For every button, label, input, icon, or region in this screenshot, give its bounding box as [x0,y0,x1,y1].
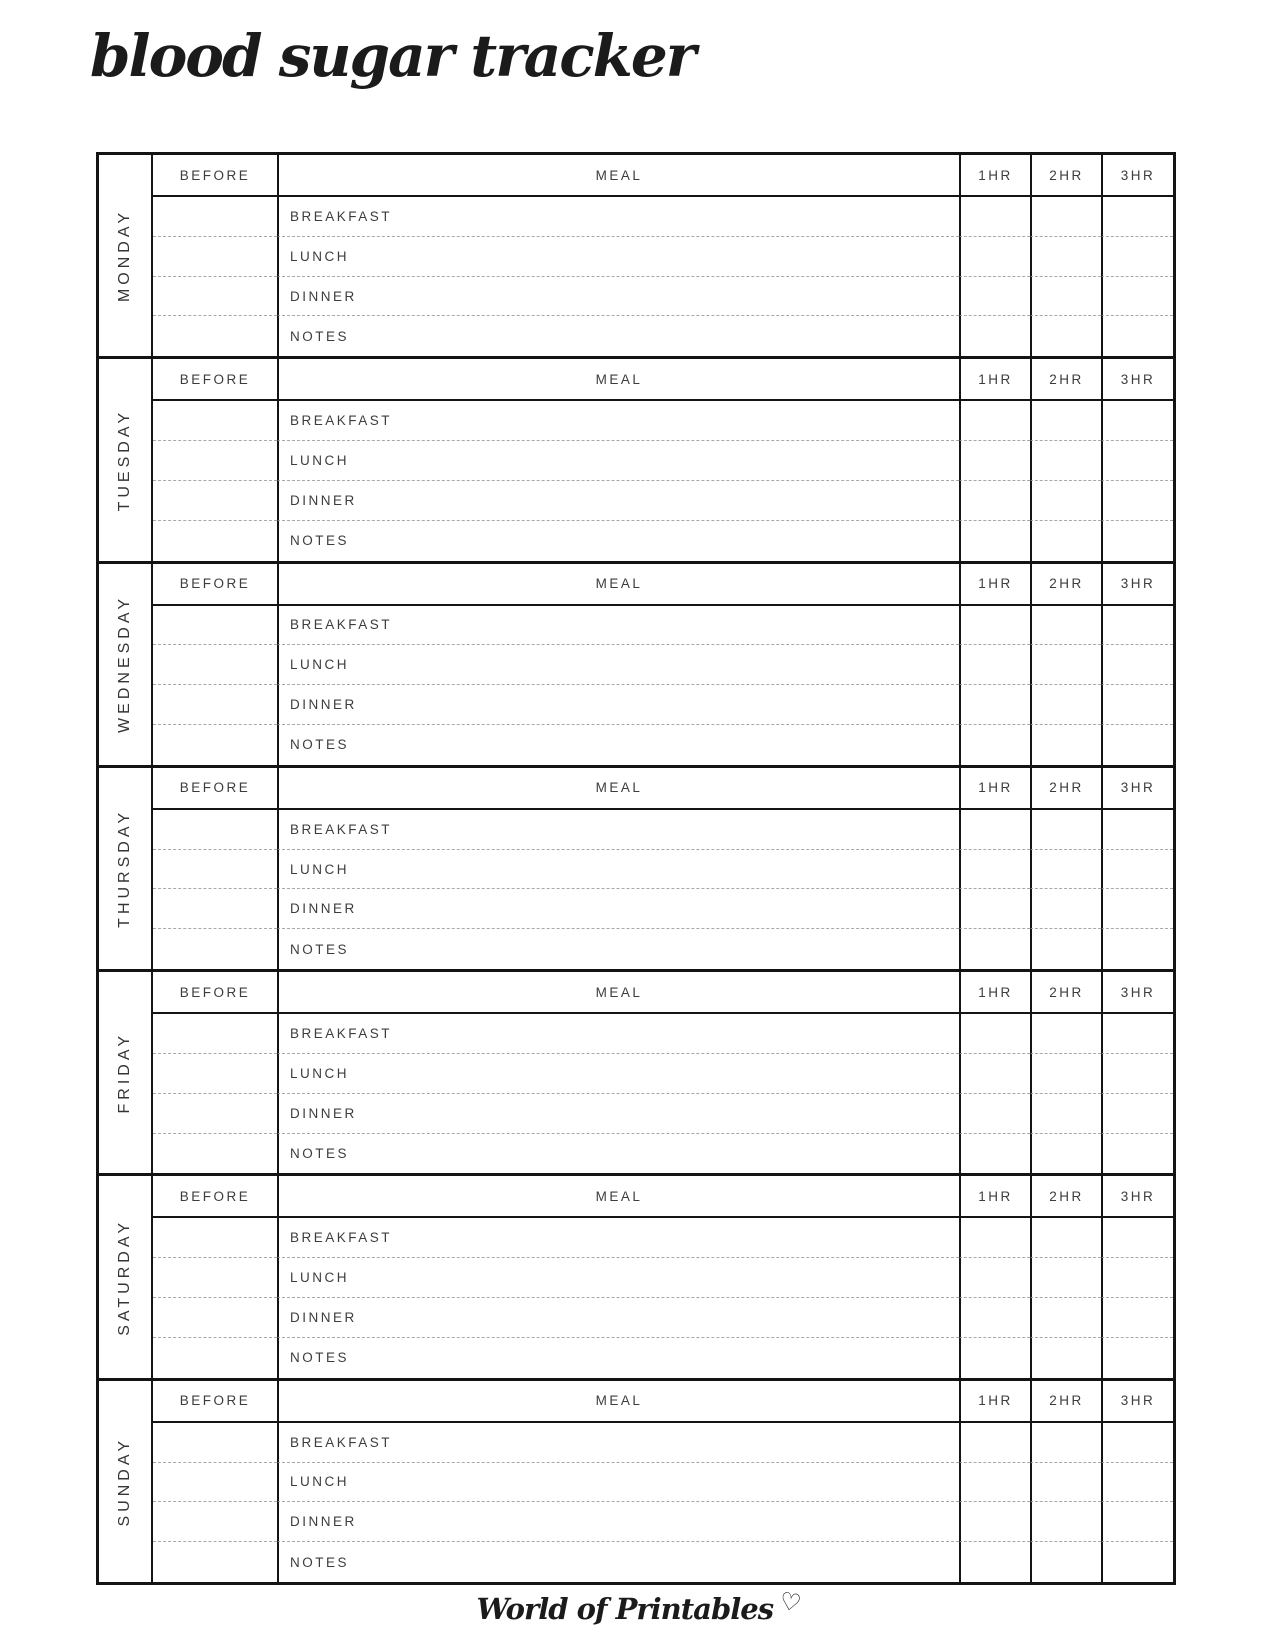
day-label: THURSDAY [116,809,133,928]
reading-1hr-cell-breakfast [959,197,1030,237]
day-label: SATURDAY [116,1218,133,1336]
reading-3hr-cell-notes [1101,1338,1173,1378]
before-value-cell-breakfast [153,810,277,850]
meal-row-label-notes: NOTES [277,1338,959,1378]
reading-2hr-cell-lunch [1030,441,1101,481]
before-value-cell-dinner [153,1298,277,1338]
reading-1hr-cell-breakfast [959,1423,1030,1463]
before-value-cell-notes [153,1542,277,1582]
reading-2hr-cell-notes [1030,725,1101,765]
meal-row-label-breakfast: BREAKFAST [277,606,959,646]
reading-3hr-cell-breakfast [1101,1014,1173,1054]
reading-1hr-cell-dinner [959,685,1030,725]
page-title: blood sugar tracker [90,22,695,90]
reading-1hr-cell-notes [959,1338,1030,1378]
reading-1hr-cell-notes [959,1134,1030,1174]
reading-1hr-cell-breakfast [959,810,1030,850]
header-1hr-label: 1HR [959,768,1030,810]
footer-brand [0,1586,1275,1626]
header-2hr-label: 2HR [1030,768,1101,810]
meal-row-label-breakfast: BREAKFAST [277,401,959,441]
meal-row-label-breakfast: BREAKFAST [277,810,959,850]
reading-3hr-cell-notes [1101,1134,1173,1174]
before-value-cell-lunch [153,645,277,685]
meal-row-label-notes: NOTES [277,521,959,561]
header-1hr-label: 1HR [959,972,1030,1014]
before-value-cell-notes [153,316,277,356]
reading-2hr-cell-notes [1030,1542,1101,1582]
meal-row-label-lunch: LUNCH [277,850,959,890]
day-name-cell [99,155,153,356]
header-before-label: BEFORE [153,768,277,810]
header-before-label: BEFORE [153,564,277,606]
reading-1hr-cell-dinner [959,1094,1030,1134]
reading-2hr-cell-breakfast [1030,606,1101,646]
reading-3hr-cell-lunch [1101,237,1173,277]
before-value-cell-breakfast [153,1218,277,1258]
before-value-cell-notes [153,725,277,765]
reading-1hr-cell-lunch [959,1463,1030,1503]
header-before-label: BEFORE [153,1381,277,1423]
reading-2hr-cell-notes [1030,521,1101,561]
reading-1hr-cell-notes [959,1542,1030,1582]
header-2hr-label: 2HR [1030,359,1101,401]
header-before-label: BEFORE [153,1176,277,1218]
reading-2hr-cell-notes [1030,1134,1101,1174]
reading-3hr-cell-lunch [1101,1463,1173,1503]
header-meal-label: MEAL [277,768,959,810]
reading-2hr-cell-breakfast [1030,197,1101,237]
meal-row-label-lunch: LUNCH [277,237,959,277]
reading-1hr-cell-notes [959,929,1030,969]
day-name-cell [99,972,153,1173]
reading-3hr-cell-breakfast [1101,197,1173,237]
header-2hr-label: 2HR [1030,972,1101,1014]
meal-row-label-notes: NOTES [277,1542,959,1582]
reading-2hr-cell-breakfast [1030,1423,1101,1463]
before-value-cell-lunch [153,850,277,890]
header-meal-label: MEAL [277,972,959,1014]
meal-row-label-dinner: DINNER [277,277,959,317]
header-3hr-label: 3HR [1101,972,1173,1014]
reading-1hr-cell-lunch [959,1054,1030,1094]
reading-1hr-cell-notes [959,725,1030,765]
header-meal-label: MEAL [277,1381,959,1423]
before-value-cell-breakfast [153,197,277,237]
reading-1hr-cell-notes [959,316,1030,356]
reading-3hr-cell-breakfast [1101,1423,1173,1463]
header-meal-label: MEAL [277,564,959,606]
reading-3hr-cell-dinner [1101,1094,1173,1134]
reading-1hr-cell-lunch [959,1258,1030,1298]
tracker-table [96,152,1176,1585]
reading-3hr-cell-lunch [1101,441,1173,481]
reading-1hr-cell-breakfast [959,606,1030,646]
day-section-wednesday [99,561,1173,765]
reading-3hr-cell-dinner [1101,1502,1173,1542]
header-meal-label: MEAL [277,155,959,197]
meal-row-label-dinner: DINNER [277,481,959,521]
reading-1hr-cell-lunch [959,645,1030,685]
header-1hr-label: 1HR [959,1176,1030,1218]
reading-2hr-cell-lunch [1030,1258,1101,1298]
reading-1hr-cell-dinner [959,277,1030,317]
header-before-label: BEFORE [153,359,277,401]
reading-2hr-cell-dinner [1030,277,1101,317]
reading-3hr-cell-lunch [1101,1054,1173,1094]
day-label: WEDNESDAY [116,595,133,734]
before-value-cell-notes [153,1134,277,1174]
reading-3hr-cell-notes [1101,725,1173,765]
before-value-cell-dinner [153,277,277,317]
meal-row-label-breakfast: BREAKFAST [277,197,959,237]
reading-1hr-cell-dinner [959,1502,1030,1542]
header-1hr-label: 1HR [959,155,1030,197]
before-value-cell-breakfast [153,1014,277,1054]
reading-3hr-cell-breakfast [1101,606,1173,646]
header-3hr-label: 3HR [1101,1176,1173,1218]
day-name-cell [99,1381,153,1582]
reading-2hr-cell-dinner [1030,1298,1101,1338]
reading-1hr-cell-breakfast [959,1014,1030,1054]
reading-2hr-cell-breakfast [1030,401,1101,441]
day-label: FRIDAY [116,1032,133,1114]
reading-1hr-cell-dinner [959,889,1030,929]
meal-row-label-breakfast: BREAKFAST [277,1423,959,1463]
meal-row-label-dinner: DINNER [277,1298,959,1338]
meal-row-label-lunch: LUNCH [277,1054,959,1094]
before-value-cell-dinner [153,685,277,725]
before-value-cell-lunch [153,1258,277,1298]
header-before-label: BEFORE [153,972,277,1014]
day-label: MONDAY [116,209,133,303]
reading-3hr-cell-dinner [1101,1298,1173,1338]
reading-2hr-cell-lunch [1030,850,1101,890]
reading-3hr-cell-lunch [1101,850,1173,890]
reading-2hr-cell-dinner [1030,889,1101,929]
meal-row-label-notes: NOTES [277,929,959,969]
reading-2hr-cell-dinner [1030,1502,1101,1542]
day-label: SUNDAY [116,1436,133,1527]
meal-row-label-breakfast: BREAKFAST [277,1014,959,1054]
before-value-cell-dinner [153,889,277,929]
header-2hr-label: 2HR [1030,155,1101,197]
reading-2hr-cell-lunch [1030,645,1101,685]
reading-1hr-cell-lunch [959,441,1030,481]
meal-row-label-dinner: DINNER [277,685,959,725]
day-section-sunday [99,1378,1173,1582]
reading-2hr-cell-dinner [1030,1094,1101,1134]
meal-row-label-notes: NOTES [277,1134,959,1174]
day-section-tuesday [99,356,1173,560]
reading-3hr-cell-notes [1101,521,1173,561]
before-value-cell-lunch [153,1054,277,1094]
reading-2hr-cell-breakfast [1030,810,1101,850]
day-name-cell [99,1176,153,1377]
reading-2hr-cell-lunch [1030,1463,1101,1503]
reading-3hr-cell-dinner [1101,685,1173,725]
reading-2hr-cell-dinner [1030,481,1101,521]
header-2hr-label: 2HR [1030,564,1101,606]
footer-brand-text: World of Printables [476,1592,774,1626]
meal-row-label-lunch: LUNCH [277,1258,959,1298]
day-section-friday [99,969,1173,1173]
meal-row-label-dinner: DINNER [277,889,959,929]
header-1hr-label: 1HR [959,1381,1030,1423]
before-value-cell-dinner [153,1502,277,1542]
header-meal-label: MEAL [277,359,959,401]
reading-2hr-cell-breakfast [1030,1014,1101,1054]
header-2hr-label: 2HR [1030,1176,1101,1218]
meal-row-label-lunch: LUNCH [277,441,959,481]
reading-1hr-cell-lunch [959,850,1030,890]
reading-2hr-cell-breakfast [1030,1218,1101,1258]
heart-icon: ♡ [777,1586,803,1618]
reading-2hr-cell-notes [1030,1338,1101,1378]
day-name-cell [99,768,153,969]
header-1hr-label: 1HR [959,359,1030,401]
reading-3hr-cell-lunch [1101,645,1173,685]
header-meal-label: MEAL [277,1176,959,1218]
meal-row-label-lunch: LUNCH [277,645,959,685]
meal-row-label-breakfast: BREAKFAST [277,1218,959,1258]
reading-3hr-cell-breakfast [1101,401,1173,441]
before-value-cell-breakfast [153,606,277,646]
meal-row-label-notes: NOTES [277,725,959,765]
reading-1hr-cell-dinner [959,481,1030,521]
reading-1hr-cell-lunch [959,237,1030,277]
reading-2hr-cell-lunch [1030,237,1101,277]
header-before-label: BEFORE [153,155,277,197]
reading-1hr-cell-breakfast [959,401,1030,441]
reading-3hr-cell-breakfast [1101,810,1173,850]
reading-2hr-cell-lunch [1030,1054,1101,1094]
meal-row-label-lunch: LUNCH [277,1463,959,1503]
before-value-cell-lunch [153,441,277,481]
header-1hr-label: 1HR [959,564,1030,606]
meal-row-label-dinner: DINNER [277,1502,959,1542]
meal-row-label-notes: NOTES [277,316,959,356]
header-3hr-label: 3HR [1101,155,1173,197]
day-label: TUESDAY [116,408,133,512]
before-value-cell-lunch [153,1463,277,1503]
before-value-cell-breakfast [153,401,277,441]
before-value-cell-dinner [153,481,277,521]
reading-1hr-cell-dinner [959,1298,1030,1338]
before-value-cell-notes [153,929,277,969]
reading-3hr-cell-dinner [1101,277,1173,317]
reading-2hr-cell-dinner [1030,685,1101,725]
before-value-cell-notes [153,1338,277,1378]
reading-3hr-cell-notes [1101,929,1173,969]
day-name-cell [99,359,153,560]
reading-3hr-cell-notes [1101,1542,1173,1582]
before-value-cell-dinner [153,1094,277,1134]
header-3hr-label: 3HR [1101,768,1173,810]
reading-2hr-cell-notes [1030,929,1101,969]
reading-3hr-cell-dinner [1101,481,1173,521]
before-value-cell-lunch [153,237,277,277]
reading-2hr-cell-notes [1030,316,1101,356]
header-2hr-label: 2HR [1030,1381,1101,1423]
reading-3hr-cell-lunch [1101,1258,1173,1298]
before-value-cell-breakfast [153,1423,277,1463]
before-value-cell-notes [153,521,277,561]
reading-1hr-cell-notes [959,521,1030,561]
meal-row-label-dinner: DINNER [277,1094,959,1134]
day-section-thursday [99,765,1173,969]
header-3hr-label: 3HR [1101,359,1173,401]
header-3hr-label: 3HR [1101,564,1173,606]
reading-3hr-cell-dinner [1101,889,1173,929]
reading-1hr-cell-breakfast [959,1218,1030,1258]
day-section-saturday [99,1173,1173,1377]
reading-3hr-cell-notes [1101,316,1173,356]
day-section-monday [99,155,1173,356]
day-name-cell [99,564,153,765]
header-3hr-label: 3HR [1101,1381,1173,1423]
reading-3hr-cell-breakfast [1101,1218,1173,1258]
